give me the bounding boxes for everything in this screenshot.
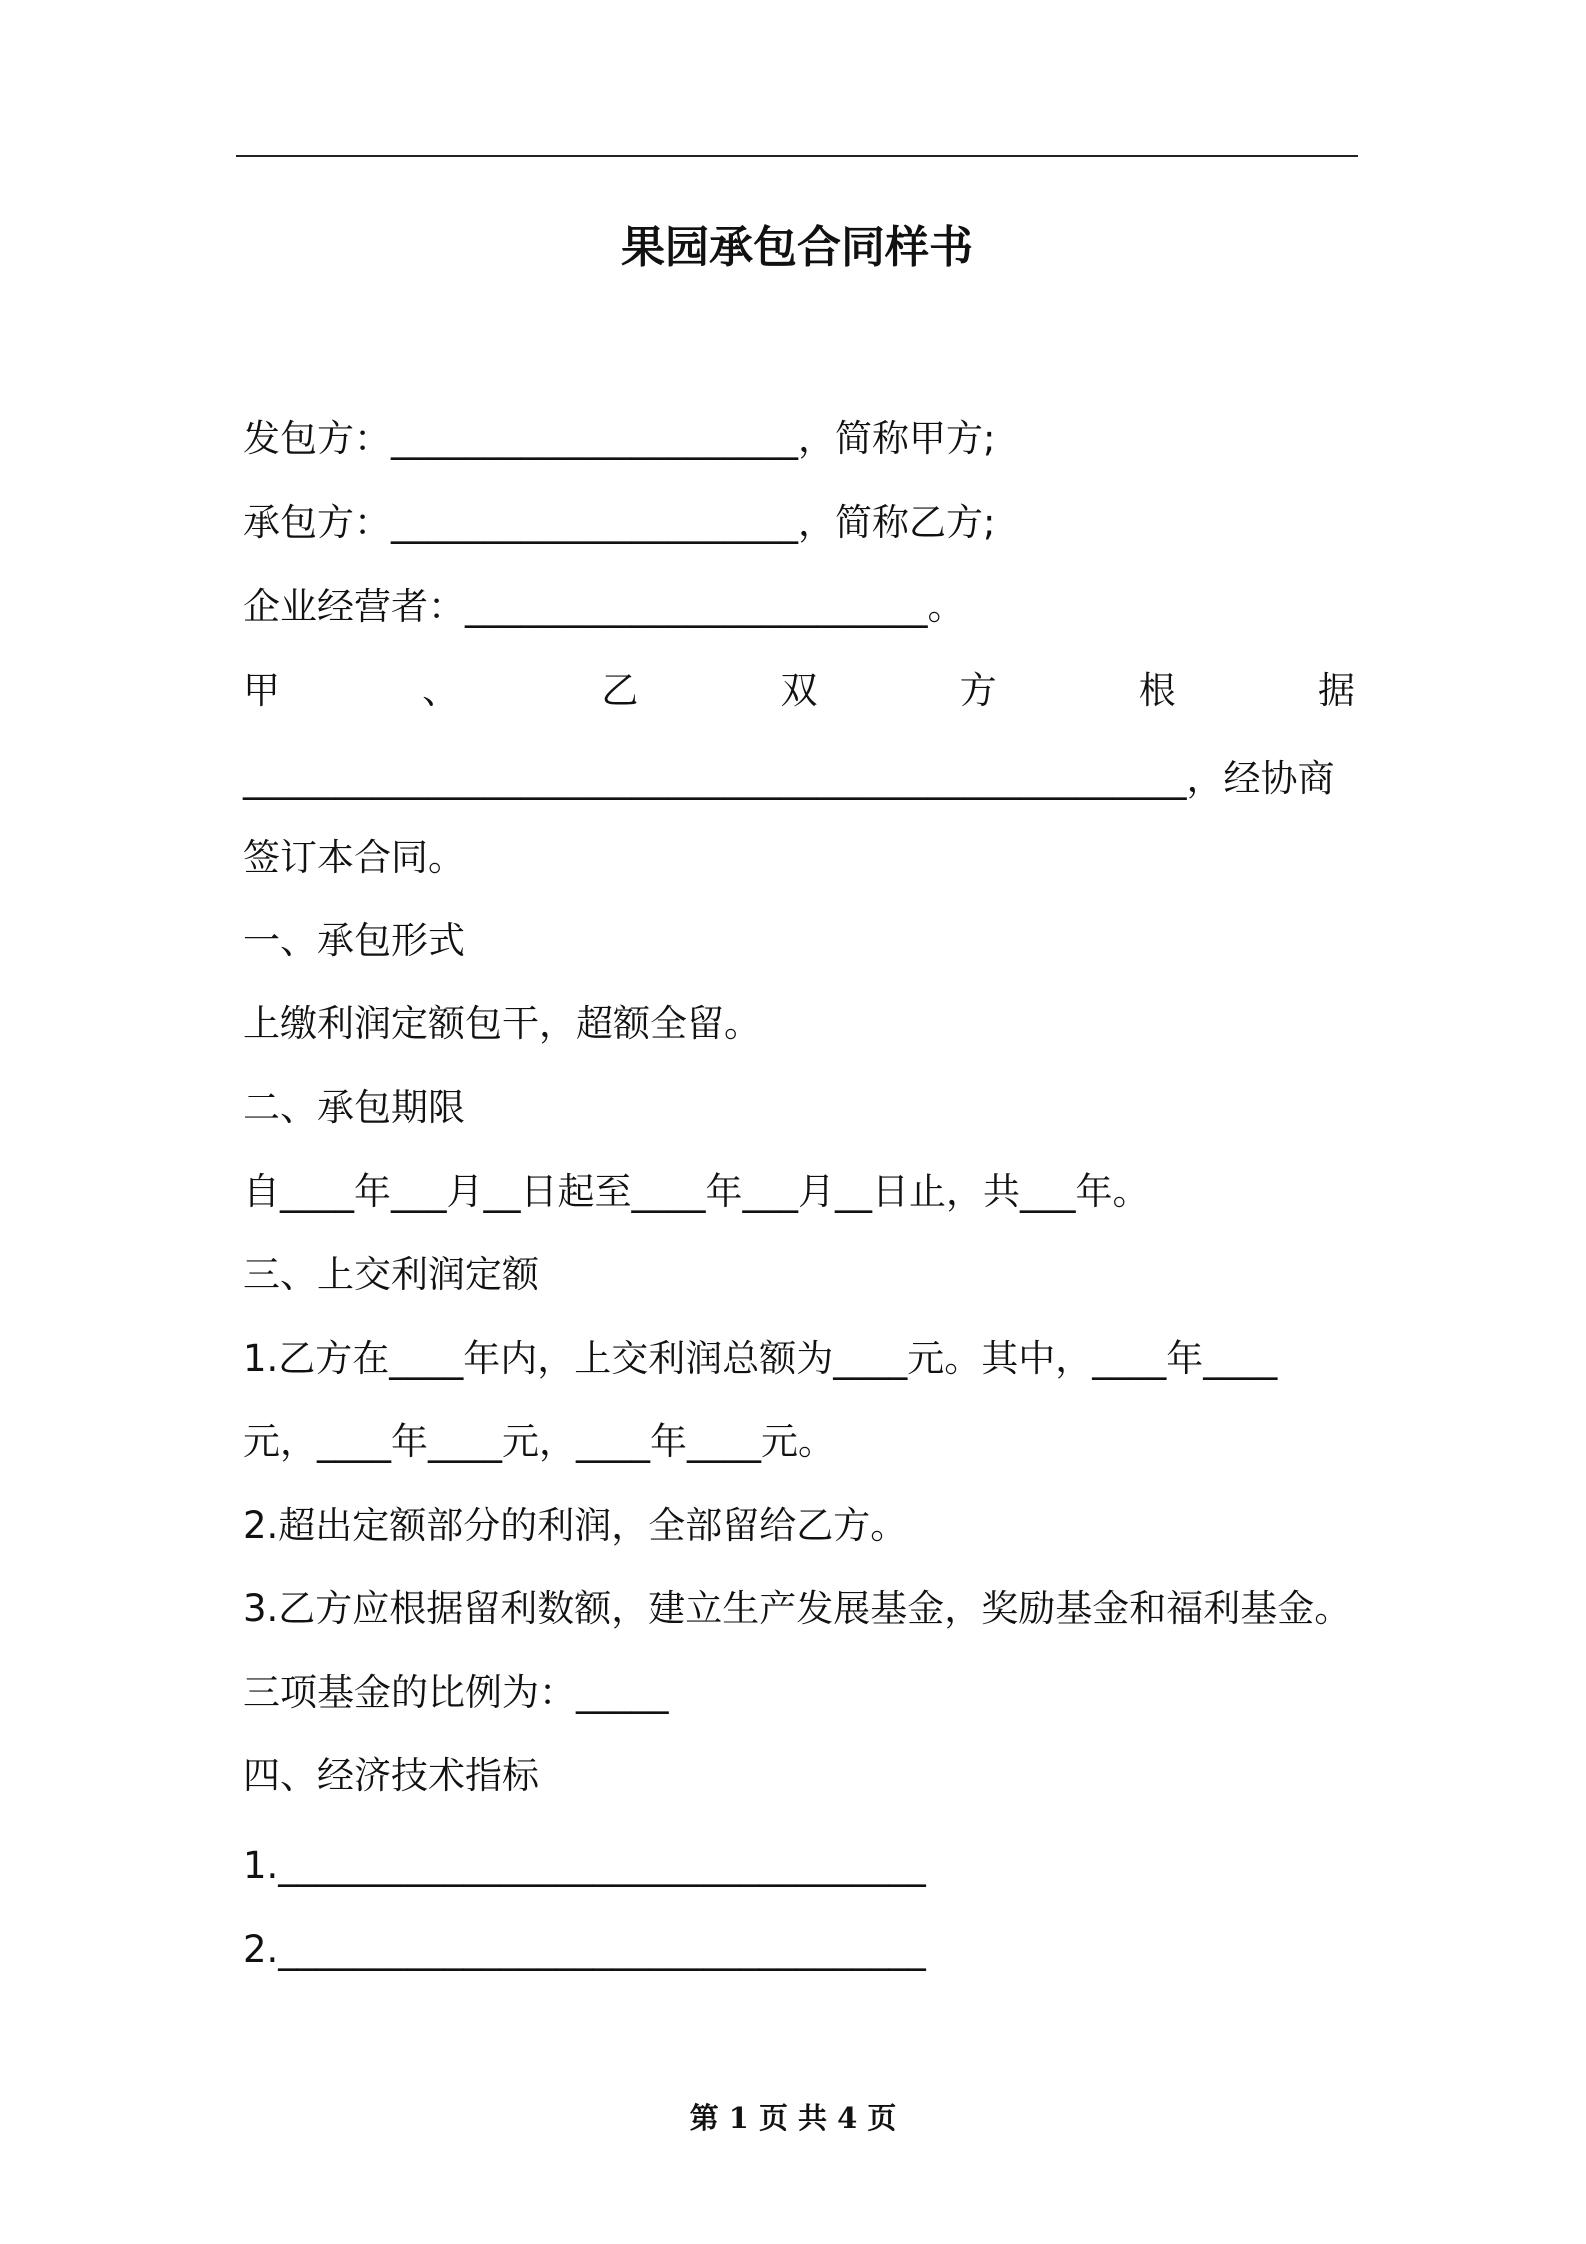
spread-char: 根 xyxy=(1138,669,1176,712)
agreement-basis-blank: ___________________________________________________，经协商 xyxy=(243,757,1335,800)
fund-ratio-line: 三项基金的比例为：_____ xyxy=(243,1671,669,1714)
agreement-sign-line: 签订本合同。 xyxy=(243,836,465,879)
clause-3-2: 2.超出定额部分的利润，全部留给乙方。 xyxy=(243,1504,908,1547)
agreement-basis-line xyxy=(243,667,1355,715)
page-number: 第 1 页 共 4 页 xyxy=(689,2101,897,2135)
section-heading-1: 一、承包形式 xyxy=(243,919,465,962)
spread-char: 甲 xyxy=(243,669,280,712)
indicator-item-1: 1.___________________________________ xyxy=(243,1844,926,1887)
section-heading-3: 三、上交利润定额 xyxy=(243,1253,539,1296)
clause-3-1-line-1: 1.乙方在____年内，上交利润总额为____元。其中，____年____ xyxy=(243,1337,1278,1380)
section-heading-2: 二、承包期限 xyxy=(243,1086,465,1129)
spread-char: 、 xyxy=(422,669,460,712)
party-a-line: 发包方：______________________，简称甲方; xyxy=(243,417,996,460)
indicator-item-2: 2.___________________________________ xyxy=(243,1928,926,1971)
paragraph: 上缴利润定额包干，超额全留。 xyxy=(243,1002,761,1045)
spread-char: 乙 xyxy=(601,669,639,712)
spread-char: 据 xyxy=(1317,669,1355,712)
spread-char: 双 xyxy=(780,669,818,712)
spread-char: 方 xyxy=(959,669,997,712)
section-heading-4: 四、经济技术指标 xyxy=(243,1754,539,1797)
term-line: 自____年___月__日起至____年___月__日止，共___年。 xyxy=(243,1170,1150,1213)
document-title: 果园承包合同样书 xyxy=(621,222,973,273)
operator-line: 企业经营者：_________________________。 xyxy=(243,585,965,628)
clause-3-1-line-2: 元，____年____元，____年____元。 xyxy=(243,1420,835,1463)
party-b-line: 承包方：______________________，简称乙方; xyxy=(243,501,996,544)
header-rule xyxy=(236,155,1358,157)
clause-3-3: 3.乙方应根据留利数额，建立生产发展基金，奖励基金和福利基金。 xyxy=(243,1587,1352,1630)
